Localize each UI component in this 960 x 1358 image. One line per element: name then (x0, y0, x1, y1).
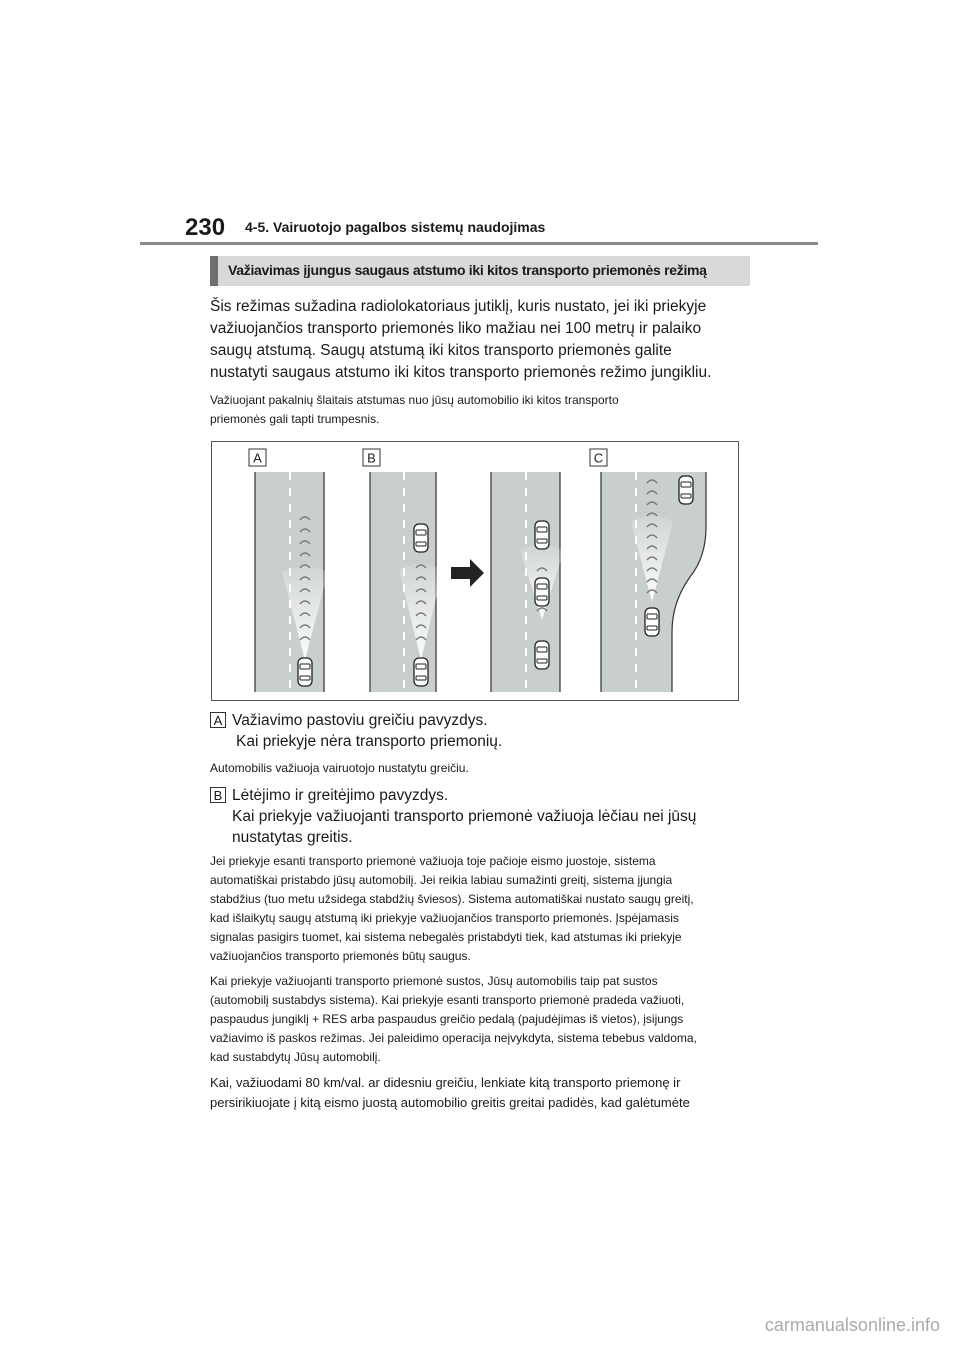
arrow-right-icon (451, 559, 484, 587)
item-a-heading (210, 710, 745, 754)
label-b-box: B (210, 787, 226, 803)
intro-paragraph (210, 296, 745, 384)
item-a-body: Automobilis važiuoja vairuotojo nustatytu greičiu. (210, 761, 469, 775)
slope-note (210, 391, 745, 429)
lead-car-icon (414, 524, 428, 552)
item-b-paragraph-3 (210, 1073, 745, 1113)
text-line: (automobilį sustabdys sistema). Kai priekyje esanti transporto priemonė pradeda važiuoti, (210, 993, 685, 1007)
own-car-icon (298, 658, 312, 686)
text-line: Jei priekyje esanti transporto priemonė važiuoja toje pačioje eismo juostoje, sistema (210, 854, 656, 868)
item-b-subtitle-line: nustatytas greitis. (232, 829, 353, 846)
road-b-after (491, 472, 564, 692)
road-a (255, 472, 328, 692)
item-b-heading (210, 785, 745, 849)
item-b-paragraph-2 (210, 972, 745, 1067)
lead-car-icon (535, 521, 549, 549)
text-line: važiavimo iš paskos režimas. Jei paleidimo operacija neįvykdyta, sistema tebebus valdoma, (210, 1031, 697, 1045)
text-line: kad sustabdytų Jūsų automobilį. (210, 1050, 381, 1064)
item-b-subtitle-line: Kai priekyje važiuojanti transporto priemonė važiuoja lėčiau nei jūsų (232, 808, 697, 825)
text-line: automatiškai pristabdo jūsų automobilį. Jei reikia labiau sumažinti greitį, sistema įjungia (210, 873, 673, 887)
section-title: Važiavimas įjungus saugaus atstumo iki kitos transporto priemonės režimą (228, 262, 707, 278)
chapter-title: 4-5. Vairuotojo pagalbos sistemų naudojimas (245, 219, 546, 235)
intro-line: važiuojančios transporto priemonės liko mažiau nei 100 metrų ir palaiko (210, 320, 702, 337)
page-number: 230 (185, 214, 226, 241)
text-line: paspaudus jungiklį + RES arba paspaudus greičio pedalą (pajudėjimas iš vietos), įsijungs (210, 1012, 684, 1026)
header-divider (140, 242, 818, 245)
figure-label-c (590, 449, 607, 466)
svg-text:C: C (593, 450, 604, 466)
label-a-box: A (210, 712, 226, 728)
text-line: Kai priekyje važiuojanti transporto priemonė sustos, Jūsų automobilis taip pat sustos (210, 974, 658, 988)
road-b-before (370, 472, 443, 692)
text-line: važiuojančios transporto priemonės būtų saugus. (210, 949, 471, 963)
item-a-title: Važiavimo pastoviu greičiu pavyzdys. (232, 712, 488, 729)
distance-mode-illustration (211, 441, 739, 701)
text-line: persirikiuojate į kitą eismo juostą automobilio greitis greitai padidės, kad galėtumėte (210, 1095, 690, 1110)
item-b-title: Lėtėjimo ir greitėjimo pavyzdys. (232, 787, 449, 804)
note-line: priemonės gali tapti trumpesnis. (210, 412, 380, 426)
text-line: Kai, važiuodami 80 km/val. ar didesniu greičiu, lenkiate kitą transporto priemonę ir (210, 1075, 681, 1090)
note-line: Važiuojant pakalnių šlaitais atstumas nuo jūsų automobilio iki kitos transporto (210, 393, 619, 407)
intro-line: Šis režimas sužadina radiolokatoriaus jutiklį, kuris nustato, jei iki priekyje (210, 298, 707, 315)
merging-car-icon (679, 476, 693, 504)
intro-line: saugų atstumą. Saugų atstumą iki kitos transporto priemonės galite (210, 342, 672, 359)
following-car-icon (535, 641, 549, 669)
svg-text:B: B (367, 450, 376, 466)
text-line: kad išlaikytų saugų atstumą iki priekyje važiuojančios transporto priemonės. Įspėjamasis (210, 911, 679, 925)
figure-label-b (363, 449, 380, 466)
section-heading-bar (210, 256, 750, 286)
intro-line: nustatyti saugaus atstumo iki kitos transporto priemonės režimo jungikliu. (210, 364, 712, 381)
own-car-icon (645, 608, 659, 636)
text-line: signalas pasigirs tuomet, kai sistema nebegalės pristabdyti tiek, kad atstumas iki priekyje (210, 930, 682, 944)
item-b-paragraph-1 (210, 852, 745, 966)
text-line: stabdžius (tuo metu užsidega stabdžių šviesos). Sistema automatiškai nustato saugų greitį, (210, 892, 694, 906)
watermark-text: carmanualsonline.info (764, 1315, 940, 1335)
svg-text:A: A (253, 450, 262, 466)
own-car-icon (414, 658, 428, 686)
own-car-icon (535, 578, 549, 606)
illustration-svg (212, 442, 740, 702)
road-c (601, 472, 706, 692)
figure-label-a (249, 449, 266, 466)
item-a-subtitle: Kai priekyje nėra transporto priemonių. (236, 733, 503, 750)
